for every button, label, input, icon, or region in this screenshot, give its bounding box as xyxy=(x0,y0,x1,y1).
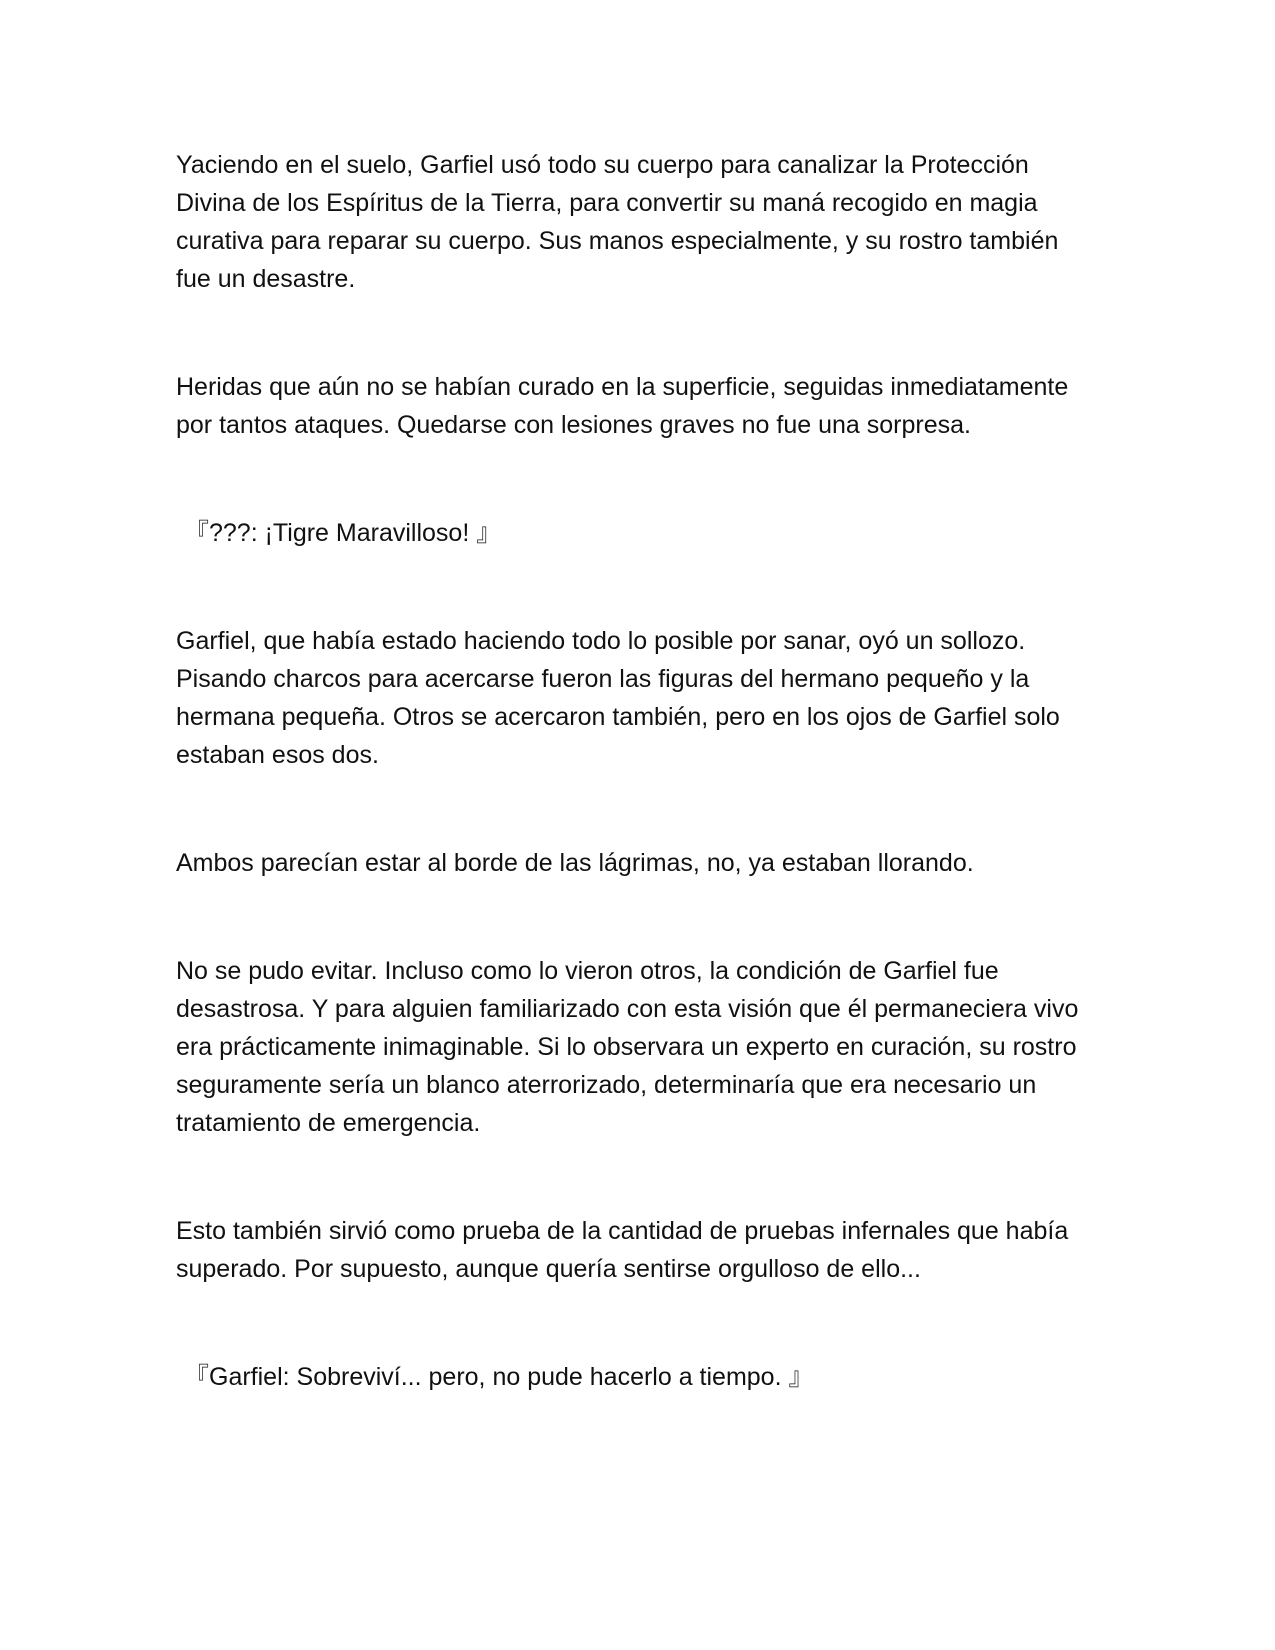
document-page xyxy=(176,146,1096,1396)
paragraph-4: Ambos parecían estar al borde de las lágrimas, no, ya estaban llorando. xyxy=(176,849,974,877)
paragraph-1: Yaciendo en el suelo, Garfiel usó todo su cuerpo para canalizar la Protección Divina de los Espíritus de la Tierra, para convertir su maná recogido en magia curativa para reparar su cuerpo. Sus manos especialmente, y su rostro también fue un desastre. xyxy=(176,151,1059,293)
dialogue-line-1: 『???: ¡Tigre Maravilloso! 』 xyxy=(184,519,502,547)
paragraph-2: Heridas que aún no se habían curado en la superficie, seguidas inmediatamente por tantos ataques. Quedarse con lesiones graves no fue una sorpresa. xyxy=(176,373,1069,439)
paragraph-6: Esto también sirvió como prueba de la cantidad de pruebas infernales que había superado. Por supuesto, aunque quería sentirse orgulloso de ello... xyxy=(176,1217,1069,1283)
paragraph-5: No se pudo evitar. Incluso como lo vieron otros, la condición de Garfiel fue desastrosa. Y para alguien familiarizado con esta visión que él permaneciera vivo era prácticamente inimaginable. Si lo observara un experto en curación, su rostro seguramente sería un blanco aterrorizado, determinaría que era necesario un tratamiento de emergencia. xyxy=(176,957,1079,1137)
dialogue-line-2: 『Garfiel: Sobreviví... pero, no pude hacerlo a tiempo. 』 xyxy=(184,1363,814,1391)
paragraph-3: Garfiel, que había estado haciendo todo lo posible por sanar, oyó un sollozo. Pisando charcos para acercarse fueron las figuras del hermano pequeño y la hermana pequeña. Otros se acercaron también, pero en los ojos de Garfiel solo estaban esos dos. xyxy=(176,627,1060,769)
